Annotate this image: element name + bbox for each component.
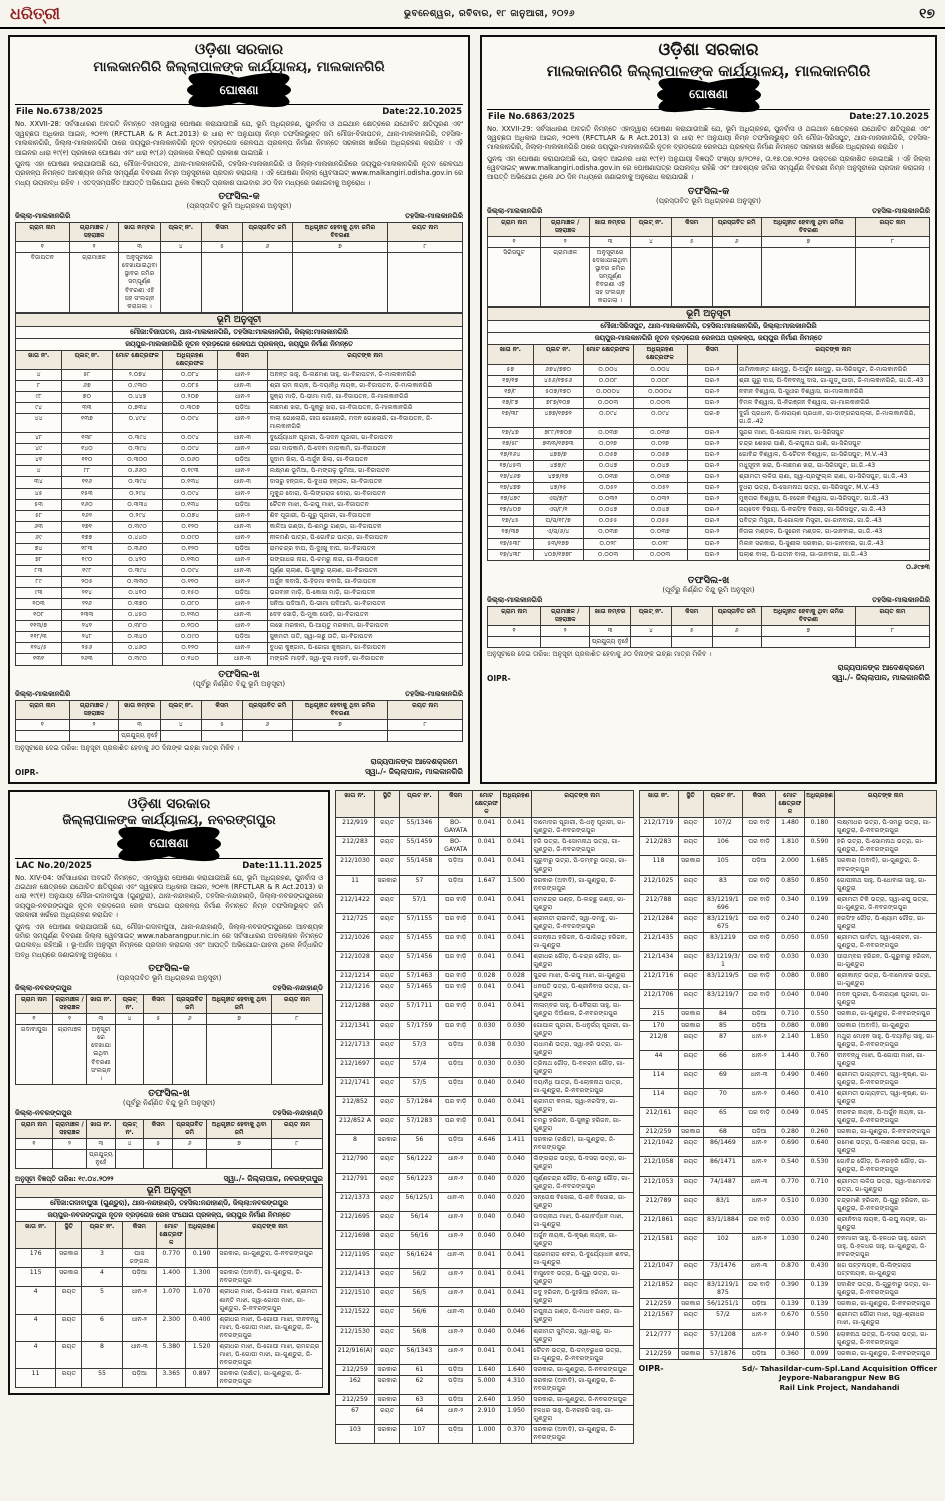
table-row: 212/1025 ରୟତ 83 ଘର ବାଡ଼ି 0.850 0.850 ଗୋପୀନାଥ ସାହୁ, ପି-ଧୋବାଇ ସାହୁ, ଗା-ଗୁଣ୍ଡୁରା: [639, 875, 937, 894]
district-tehsil-line: ଜିଲ୍ଲା-ମାଲକାନଗିରି ତହସିଲ-ମାଲକାନଗିରି: [487, 595, 930, 604]
land-schedule-title: ଭୂମି ଅନୁସୂଚୀ: [487, 307, 930, 320]
masthead-dateline: ଭୁବନେଶ୍ୱର, ରବିବାର, ୧୮ ଜାନୁଆରୀ, ୨୦୨୬: [404, 9, 576, 19]
schedule-b-title: ତଫସିଲ-ଖ: [687, 574, 730, 586]
table-row: 114 ରୟତ 69 ଧାନ-୩ 0.490 0.460 ଶ୍ରୀମତୀ ଭାଗ୍ୟବତୀ, ସ୍ୱା-କୃଷ୍ଣ, ଗା-ଗୁଣ୍ଡୁରା, ଜି-ନବରଙ୍ଗପୁର: [639, 1069, 937, 1088]
table-row: ୧୭/୩୮ ୪୭୭/୧୭୭୨ ୦.୦୯୪ ୦.୦୯୪ ଘର-୭ ଦୁର୍ଗା ପ୍ରଧାନ, ପି-ନାରାୟଣ ପ୍ରଧାନ, ଗା-ଡାଙ୍ଗରପଲ୍ଲୀ, ଜି-ମାଲକାନଗିରି, ଗା.ଜି.-42: [488, 408, 930, 427]
mouza-line: ମୌଜା:ବିଜାପତନ, ଥାନା-ମାଲକାନଗିରି, ତହସିଲ:ମାଲକାନଗିରି, ଜିଲ୍ଲା:ମାଲକାନଗିରି: [15, 326, 463, 338]
table-row: ୧୩୧ ୨୬୩ ୦.୩୯୦ ୦.୧୪୦ ଧାନ-୩ ମଙ୍ଗଳି ମାଡ଼ବି, ସ୍ୱା-ଦୁଲା ମାଡ଼ବି, ଗା-ବିଜାପତନ: [16, 654, 463, 665]
top-notices-row: [0, 29, 945, 788]
table-row: 212/1058 ରୟତ 86/1471 ଧାନ-୨ 0.540 0.530 ଗୋବିନ୍ଦ ଗୌଡ଼, ପି-ନରହରି ଗୌଡ଼, ଗା-ଗୁଣ୍ଡୁରା, ଜି-ନବରଙ୍ଗପୁର: [639, 1157, 937, 1176]
table-row: 212/283 ରୟତ 55/1459 BO-GAYATA 0.041 0.041 ହରି ଭତ୍ରା, ପି-ସୋମନାଥ ଭତ୍ରା, ଗା-ଗୁଣ୍ଡୁରା, ଜି-ନବରଙ୍ଗପୁର: [336, 837, 634, 856]
table-row: ୧ ୨ ୩ ୪ ୫ ୬ ୭ ୮: [16, 1138, 323, 1149]
schedule-b-table: [15, 1119, 323, 1169]
table-row: ୩୪ ୧୧୬ ୦.୩୯୪ ୦.୧୩୪ ଧାନ-୩ ଦାସରୁ ହନ୍ତାଳ, ପି-ବୁଧରା ହନ୍ତାଳ, ଗା-ବିଜାପତନ: [16, 477, 463, 488]
table-row: 212/1026 ରୟତ 57/1455 ଘର ବାଡ଼ି 0.041 0.041 ଜଗନ୍ନାଥ ହରିଜନ, ପି-ଭାଗିରଥି ହରିଜନ, ଗା-ଗୁଣ୍ଡୁରା: [336, 932, 634, 951]
table-row: 212/259 ସରକାର 63 ପଡ଼ିଆ 2.640 1.950 ସରକାର, ଗା-ଗୁଣ୍ଡୁରା, ଜି-ନବରଙ୍ଗପୁର: [336, 1394, 634, 1405]
file-number: LAC No.20/2025: [16, 860, 92, 871]
table-row: 212/1030 ରୟତ 55/1458 ପଡ଼ିଆ 0.041 0.041 ଗୁରୁବାରୁ ଭତ୍ରା, ପି-ଡମ୍ବରୁ ଭତ୍ରା, ଗା-ଗୁଣ୍ଡୁରା: [336, 856, 634, 875]
table-row: ୫୭ ୬୭୪/୭୭୦ ୦.୦୦୪ ୦.୦୦୪ ଘର-୨ ଜାମିନୀକାନ୍ତ ଖେମୁଡୁ, ପି-ଅର୍ଜୁନ ଖେମୁଡୁ, ଗା-ସିରିସପୁଟ, ଜି-ମାଲକାନଗିରି: [488, 364, 930, 375]
table-row: 212/1522 ରୟତ 56/6 ଧାନ-୩ 0.040 0.040 ରଘୁନାଥ ଗଣ୍ଡ, ପି-ମାଧବ ଗଣ୍ଡ, ଗା-ଗୁଣ୍ଡୁରା: [336, 1307, 634, 1326]
table-row: 215 ସରକାର 84 ପଡ଼ିଆ 0.710 0.550 ସରକାର, ଗା-ଗୁଣ୍ଡୁରା, ଜି-ନବରଙ୍ଗପୁର: [639, 1009, 937, 1020]
land-schedule-table: [15, 1221, 323, 1388]
table-header-row: ଗ୍ରାମ ନାମ ଗ୍ରାମାଞ୍ଚଳ / ସହରାଞ୍ଚଳ ଖାତା ନମ୍ବର ପ୍ଲଟ୍ ନଂ. କିସମ ପ୍ରସ୍ତାବିତ ଜମି ଅଧିଗୃହୀତ ହେବାକୁ ଥିବା ଜମିର ବିବରଣୀ ରୟତ ନାମ: [16, 700, 463, 719]
table-row: 212/1288 ରୟତ 57/1711 ଘର ବାଡ଼ି 0.041 0.041 ନୀଳାମ୍ବର ସାହୁ, ପି-ବୈରାଗୀ ସାହୁ, ଗା-ଗୁଣ୍ଡୁରା ଦିଅଁଶାଳା, ଜି-ନବରଙ୍ଗପୁର: [336, 1001, 634, 1020]
table-row: ୧୭/୪୬୭ ୪୭୭/୧୭ ୦.୦୩୭ ୦.୦୩୭ ଘର-୨ ଶ୍ରୀମତୀ ଲଳିତା ରାଣା, ସ୍ୱା-ପ୍ରଫୁଲ୍ଲ ରାଣା, ଗା-ସିରିସପୁଟ, ଗା.ଜି.-43: [488, 472, 930, 483]
total-line: ୦.୬୯୭୩: [906, 562, 930, 571]
table-row: ୧୭/୪୭ ୭୮୮/୧୭୦୭ ୦.୦୩୭ ୦.୦୩୭ ଘର-୨ ସୁନ୍ଦର ମାଝୀ, ପି-ଗୋପାଳ ମାଝୀ, ଗା-ସିରିସପୁଟ: [488, 427, 930, 438]
bottom-notice-row: [0, 788, 945, 1450]
table-row: 4 ରୟତ 5 ଧାନ-୨ 1.070 1.070 ଶ୍ରୀଧର ମାଝୀ, ପି-ଗୋପୀ ମାଝୀ, ଶ୍ରୀମତୀ ଶାନ୍ତି ମାଝୀ, ସ୍ୱା-ଗୋପୀ ମାଝୀ, ଗା-ଗୁଣ୍ଡୁରା, ଜି-ନବରଙ୍ଗପୁର: [16, 1287, 323, 1314]
table-header-row: ଗ୍ରାମ ନାମ ଗ୍ରାମାଞ୍ଚଳ / ସହରାଞ୍ଚଳ ଖାତା ନମ୍ବର ପ୍ଲଟ୍ ନଂ. କିସମ ପ୍ରସ୍ତାବିତ ଜମି ଅଧିଗୃହୀତ ହେବାକୁ ଥିବା ଜମିର ବିବରଣୀ ରୟତ ନାମ: [488, 606, 930, 625]
table-row: 11 ସରକାର 57 ପଡ଼ିଆ 1.647 1.500 ସରକାର (ଅବାଦି), ଗା-ଗୁଣ୍ଡୁରା, ଜି-ନବରଙ୍ଗପୁର: [336, 875, 634, 894]
schedule-a-table: [15, 222, 463, 313]
table-row: 11 ରୟତ 55 ପଡ଼ିଆ 3.365 0.897 ସରକାର (ରକ୍ଷିତ), ଗା-ଗୁଣ୍ଡୁରା, ଜି-ନବରଙ୍ଗପୁର: [16, 1369, 323, 1388]
table-row: 212/1284 ରୟତ 83/1219/1675 ଘର ବାଡ଼ି 0.240 0.240 ନରସିଂହ ଗୌଡ଼, ପି-ଶ୍ୟାମ ଗୌଡ଼, ଗା-ଗୁଣ୍ଡୁରା: [639, 913, 937, 932]
footer-signature: Sd/- Tahasildar-cum-Spl.Land Acquisition Officer Jeypore-Nabarangpur New BG Rail Link Project, Nandahandi: [741, 1363, 937, 1393]
schedule-a-subtitle: (ପ୍ରସ୍ତାବିତ ଭୂମି ଅଧିଗ୍ରହଣ ଅନୁସୂଚୀ): [655, 196, 762, 205]
table-row: ୧୧୩/୭ ୨୪୧ ୦.୩୮୦ ୦.୧୦୦ ଧାନ-୨ ଲଖେ ମରକାମ, ପି-ଆୟତୁ ମରକାମ, ଗା-ବିଜାପତନ: [16, 621, 463, 632]
table-row: 8 ସରକାର 56 ପଡ଼ିଆ 4.646 1.411 ସରକାର (ରକ୍ଷିତ), ଗା-ଗୁଣ୍ଡୁରା, ଜି-ନବରଙ୍ଗପୁର: [336, 1135, 634, 1154]
table-row: 212/1716 ରୟତ 83/1219/5 ଘର ବାଡ଼ି 0.080 0.080 ଶ୍ରୀକାନ୍ତ ଭତ୍ରା, ପି-ଦାମୋଦର ଭତ୍ରା, ଗା-ଗୁଣ୍ଡୁରା: [639, 971, 937, 990]
table-row: 212/1510 ରୟତ 56/5 ଧାନ-୨ 0.041 0.041 ଜଦୁ ହରିଜନ, ପି-ଦୁଃଖିଆ ହରିଜନ, ଗା-ଗୁଣ୍ଡୁରା: [336, 1288, 634, 1307]
schedule-b-title: ତଫସିଲ-ଖ: [218, 668, 260, 680]
table-row: ୭୪ ୧୮୩ ୦.୩୬୦ ୦.୧୨୦ ପଡ଼ିଆ ରାମଚନ୍ଦ୍ର ବାଘ, ପି-ଦୁଃଖୁ ବାଘ, ଗା-ବିଜାପତନ: [16, 543, 463, 554]
table-row: 212/1216 ରୟତ 57/1465 ଘର ବାଡ଼ି 0.041 0.041 ଧନପତି ଭତ୍ରା, ପି-ଶ୍ରୀନିବାସ ଭତ୍ରା, ଗା-ଗୁଣ୍ଡୁରା: [336, 982, 634, 1001]
oipr-label: OIPR-: [487, 674, 511, 684]
table-row: 176 ସରକାର 3 ଘାସ ଜଙ୍ଗଲ 0.770 0.190 ସରକାର, ଗା-ଗୁଣ୍ଡୁରା, ଜି-ନବରଙ୍ଗପୁର: [16, 1249, 323, 1268]
office-title: ଜିଲ୍ଲାପାଳଙ୍କ କାର୍ଯ୍ୟାଳୟ, ନବରଙ୍ଗପୁର: [62, 813, 276, 829]
district-tehsil-line: ଜିଲ୍ଲା-ନବରଙ୍ଗପୁର ତହସିଲ-ନନ୍ଦାହାଣ୍ଡି: [15, 1108, 323, 1117]
signature-row: [15, 1173, 323, 1184]
table-header-row: ଗ୍ରାମ ନାମ ଗ୍ରାମାଞ୍ଚଳ / ସହରାଞ୍ଚଳ ଖାତା ନଂ. ପ୍ଲଟ୍ ନଂ. କିସମ ପ୍ରସ୍ତାବିତ ଜମି ଅଧିଗୃହୀତ ହେବାକୁ ଥିବା ଜମି ରୟତ ନାମ: [16, 1119, 323, 1138]
schedule-continuation-right: [639, 790, 938, 1393]
table-row: ୪୮ ୧୩୮ ୦.୩୯୪ ୦.୦୯୪ ଧାନ-୩ ଦୁର୍ଯ୍ୟୋଧନ ପୂଜାରୀ, ପି-ସଦନ ପୂଜାରୀ, ଗା-ବିଜାପତନ: [16, 433, 463, 444]
file-number: File No.6738/2025: [16, 107, 103, 118]
table-row: ୮୩ ୧୯୮ ୦.୩୯୪ ୦.୦୯୪ ଧାନ-୩ ପୂର୍ଣ୍ଣ ଚାଲାଣ, ପି-ସୁକରୁ ଚାଲାଣ, ଗା-ବିଜାପତନ: [16, 565, 463, 576]
schedule-b-table: [15, 700, 463, 742]
schedule-b-table: [487, 606, 930, 648]
note-line: ଅନୁସୂଚୀରେ ଦେଇ ତାରିଖ: ଅନୁସୂଚୀ ପ୍ରକାଶିତ ହେବାକୁ ୬୦ ଦିନାଙ୍କ ଇଚ୍ଛା ମାତ୍ର ମିଳିବ ।: [15, 743, 240, 752]
table-row: 212/259 ସରକାର 56/1251/1 ପଡ଼ିଆ 0.139 0.139 ସରକାର, ଗା-ଗୁଣ୍ଡୁରା, ଜି-ନବରଙ୍ଗପୁର: [639, 1299, 937, 1310]
govt-title: ଓଡ଼ିଶା ସରକାର: [658, 40, 759, 60]
district-tehsil-line: ଜିଲ୍ଲା-ମାଲକାନଗିରି ତହସିଲ-ମାଲକାନଗିରି: [15, 689, 463, 698]
table-row: 212/852 A ରୟତ 57/1283 ଘର ବାଡ଼ି 0.041 0.041 ଚମରୁ ହରିଜନ, ପି-ସୁକରୁ ହରିଜନ, ଗା-ଗୁଣ୍ଡୁରା: [336, 1116, 634, 1135]
table-row: 4 ରୟତ 6 ଧାନ-୨ 2.300 0.400 ଶ୍ରୀଧର ମାଝୀ, ପି-ଗୋପୀ ମାଝୀ, ଦୀନବନ୍ଧୁ ମାଝୀ, ପି-ଗୋପୀ ମାଝୀ, ଗା-ଗୁଣ୍ଡୁରା, ଜି-ନବରଙ୍ଗପୁର: [16, 1314, 323, 1341]
land-schedule-table: [15, 350, 463, 666]
table-row: ୧୭/୫୮ ୭୩୩/୧୭୭୩ ୦.୦୨୭ ୦.୦୨୭ ଘର-୨ ଚନ୍ଦ୍ର ଶେଖର ପାଣି, ପି-ରଘୁନାଥ ପାଣି, ଗା-ସିରିସପୁଟ: [488, 438, 930, 449]
declaration-badge: ଘୋଷଣା: [117, 832, 221, 856]
table-row: 212/259 ସରକାର 68 ପଡ଼ିଆ 0.280 0.260 ସରକାର, ଗା-ଗୁଣ୍ଡୁରା, ଜି-ନବରଙ୍ଗପୁର: [639, 1127, 937, 1138]
signature-block: ରାଜ୍ୟପାଳଙ୍କ ଆଦେଶକ୍ରମେ ସ୍ୱା./- ଜିଲ୍ଲାପାଳ, ମାଲକାନଗିରି: [832, 662, 930, 683]
table-row: 212/1697 ରୟତ 57/4 ପଡ଼ିଆ 0.030 0.030 ତ୍ରିନାଥ ଗୌଡ଼, ପି-ବଳରାମ ଗୌଡ଼, ଗା-ଗୁଣ୍ଡୁରା: [336, 1058, 634, 1077]
table-header-row: ଗ୍ରାମ ନାମ ଗ୍ରାମାଞ୍ଚଳ / ସହରାଞ୍ଚଳ ଖାତା ନମ୍ବର ପ୍ଲଟ୍ ନଂ. କିସମ ପ୍ରସ୍ତାବିତ ଜମି ଅଧିଗୃହୀତ ହେବାକୁ ଥିବା ଜମିର ବିବରଣୀ ରୟତ ନାମ: [488, 217, 930, 236]
table-row: 212/789 ରୟତ 83/1 ଧାନ-୨ 0.510 0.030 ଚନ୍ଦ୍ରମଣି ହରିଜନ, ପି-ଗୁରୁ ହରିଜନ, ଗା-ଗୁଣ୍ଡୁରା, ଜି-ନବରଙ୍ଗପୁର: [639, 1195, 937, 1214]
file-number: File No.6863/2025: [488, 111, 575, 122]
mouza-line: ମୌଜା:ଗଦାବାଘୁସା (ଗୁଣ୍ଡୁରା), ଥାନା-ନନ୍ଦାହାଣ୍ଡି, ତହସିଲ:ନନ୍ଦାହାଣ୍ଡି, ଜିଲ୍ଲା:ନବରଙ୍ଗପୁର: [15, 1197, 323, 1209]
schedule-a-table: [487, 217, 930, 308]
table-row: 212/852 ରୟତ 57/1284 ଘର ବାଡ଼ି 0.040 0.041 ଶ୍ରୀମତୀ କମଳା, ସ୍ୱା-ନରସିଂହ, ଗା-ଗୁଣ୍ଡୁରା: [336, 1097, 634, 1116]
table-row: ୧ ୨ ୩ ୪ ୫ ୬ ୭ ୮: [16, 242, 463, 253]
table-row: ୧୨୪/୫ ୨୫୬ ୦.୪୬୦ ୦.୧୨୦ ଧାନ-୨ ବୁଧରା କୁଞ୍ଜାମ, ପି-ଜୋଗା କୁଞ୍ଜାମ, ଗା-ବିଜାପତନ: [16, 643, 463, 654]
table-row: ୪୪ ୧୩୭ ୦.୪୯୪ ୦.୦୯୪ ଧାନ-୨ ବାଲା ଗୋଲୋରି, ଗୀତା ଗୋଲୋରି, ମଦନ ଗୋଲୋରି, ଗା-ବିଜାପତନ, ଜି-ମାଲକାନଗିରି: [16, 414, 463, 433]
table-row: ୧୦୩ ୨୨୬ ୦.୩୭୦ ୦.୦୮୦ ଧାନ-୨ ସନିଆ ପଦିଆମି, ପି-ଭୀମା ପଦିଆମି, ଗା-ବିଜାପତନ: [16, 599, 463, 610]
table-row: ୮୯ ୨୦୫ ୦.୩୩୦ ୦.୧୧୦ ଧାନ-୨ ଅର୍ଜୁନ କବାସି, ପି-ହିଡ଼ମା କବାସି, ଗା-ବିଜାପତନ: [16, 577, 463, 588]
page-footer: [639, 1364, 938, 1393]
table-row: ୧୭/୪୭୯ ଏସ/୭/୮ ୦.୦୩୨ ୦.୦୩୨ ଘର-୨ ମୁକ୍ତାର ବିଶ୍ୱାସ, ପି-ହରେନ ବିଶ୍ୱାସ, ଗା-ସିରିସପୁଟ, ଗା.ଜି.-43: [488, 494, 930, 505]
table-row: ପ୍ରଯୁଜ୍ୟ ନୁହେଁ: [16, 1149, 323, 1168]
table-row: ୧୭/୫୩୮ ୫୩/୧୭୭ ୦.୦୨୮ ୦.୦୨୮ ଘର-୨ ମିଲନ ସରକାର, ପି-ସୁଶୀଲ ସରକାର, ଗା-ଜାନବାଇ, ଗା.ଜି.-43: [488, 538, 930, 549]
table-row: 118 ସରକାର 105 ପଡ଼ିଆ 2.000 1.685 ସରକାର (ଅବାଦି), ଗା-ଗୁଣ୍ଡୁରା, ଜି-ନବରଙ୍ଗପୁର: [639, 856, 937, 875]
schedule-continuation-middle: [335, 790, 634, 1444]
notice-paragraph: No. XXVII-28: ସର୍ବସାଧାରଣ ଅବଗତି ନିମନ୍ତେ ଏହାଦ୍ୱାରା ଘୋଷଣା କରାଯାଉଅଛି ଯେ, ଭୂମି ଅଧିଗ୍ରହଣ, ପୁନର୍ବାସ ଓ ଥଇଥାନ କ୍ଷେତ୍ରରେ ଯଥୋଚିତ କ୍ଷତିପୂରଣ ଏବଂ ସ୍ୱଚ୍ଛତା ଅଧିକାର ଆଇନ, ୨୦୧୩ (RFCTLAR & R Act.2013) ର ଧାରା ୧୯ ଅନୁଯାୟୀ ନିମ୍ନ ତଫସିଲଭୁକ୍ତ ଜମି ମୌଜା-ବିଜାପତନ, ଥାନା-ମାଲକାନଗିରି, ତହସିଲ-ମାଲକାନଗିରି, ଜିଲ୍ଲା-ମାଲକାନଗିରି ଠାରେ ଜୟପୁର-ମାଲକାନଗିରି ନୂତନ ବ୍ରଡ଼ଗେଜ ରେଳପଥ ପ୍ରକଳ୍ପ ନିର୍ମାଣ ନିମନ୍ତେ ସରକାରୀ ଖର୍ଚ୍ଚରେ ଅଧିଗ୍ରହଣ କରାଯିବ । ଏହି ଆଇନର ଧାରା ୧୯(୧) ପ୍ରକାରେ ଘୋଷଣା ଏବଂ ଧାରା ୧୯(୬) ପ୍ରକାରେ ବିଜ୍ଞପ୍ତି ପ୍ରକାଶ ପାଇଅଛି ।: [15, 120, 463, 157]
table-row: ୧୭/୧୬୪ ୪୭୭/୭ ୦.୦୫୭ ୦.୦୫୭ ଘର-୨ ଗୋବିନ୍ଦ ବିଶ୍ୱାଳ, ପି-ଚୈତନ ବିଶ୍ୱାଳ, ଗା-ସିରିସପୁଟ, M.V.-43: [488, 450, 930, 461]
table-row: 212/1214 ରୟତ 57/1463 ଘର ବାଡ଼ି 0.028 0.028 ସୁନ୍ଦର ମାଝୀ, ପି-ରଘୁ ମାଝୀ, ଗା-ଗୁଣ୍ଡୁରା: [336, 971, 634, 982]
table-row: 212/1713 ରୟତ 57/3 ପଡ଼ିଆ 0.038 0.030 ରାଧାମଣି ଭତ୍ରା, ସ୍ୱା-ହରି ଭତ୍ରା, ଗା-ଗୁଣ୍ଡୁରା: [336, 1039, 634, 1058]
land-schedule-table: [335, 790, 634, 1444]
schedule-b-subtitle: (ପୂର୍ବରୁ ନିର୍ଣ୍ଣିତ ବିନ୍ଦୁ ଭୂମି ଅନୁସୂଚୀ): [662, 585, 755, 594]
project-line: ଜୟପୁର-ନବରଙ୍ଗପୁର ନୂତନ ବ୍ରଡ଼ଗେଜ ରେଳ ସଂଯୋଗ ପ୍ରକଳ୍ପ, ଜୟପୁର ନିର୍ମାଣ ନିମନ୍ତେ: [15, 1209, 323, 1221]
notice-malkangiri-1: [8, 35, 470, 784]
table-row: 212/1435 ରୟତ 83/1219 ଘର ବାଡ଼ି 0.050 0.050 ଶ୍ରୀମତୀ ପାର୍ବତୀ, ସ୍ୱା-ଲୋଚନ, ଗା-ଗୁଣ୍ଡୁରା, ଜି-ନବରଙ୍ଗପୁର: [639, 932, 937, 951]
table-row: 212/259 ସରକାର 57/1876 ପଡ଼ିଆ 0.360 0.099 ସରକାର, ଗା-ଗୁଣ୍ଡୁରା, ଜି-ନବରଙ୍ଗପୁର: [639, 1348, 937, 1359]
table-row: ୯୮ ୭୦ ୦.୪୪୭ ୦.୨୦୭ ଧାନ-୨ ସୁକ୍ରା ମାଡ଼ି, ପି-ଭୀମା ମାଡ଼ି, ଗା-ବିଜାପତନ, ଜି-ମାଲକାନଗିରି: [16, 391, 463, 402]
table-row: 212/1581 ରୟତ 102 ଧାନ-୨ 1.030 0.240 ବନମାଳୀ ସାହୁ, ପି-ହଳଧର ସାହୁ, ଗୋଟୀ ସାହୁ, ପି-ହଳଧର ସାହୁ, ଗା-ଗୁଣ୍ଡୁରା, ଜି-ନବରଙ୍ଗପୁର: [639, 1233, 937, 1260]
table-row: ୧୭/୮ ୫୦୭/୧୭୦ ୦.୦୦୦୪ ୦.୦୦୦୪ ଘର-୨ ନବୀନ ବିଶ୍ୱାସ, ପି-ସୁଧୀର ବିଶ୍ୱାସ, ଗା-ମାଲକାନଗିରି: [488, 386, 930, 397]
table-row: 162 ସରକାର 62 ପଡ଼ିଆ 5.000 4.310 ସରକାର (ଅବାଦି), ଗା-ଗୁଣ୍ଡୁରା, ଜି-ନବରଙ୍ଗପୁର: [336, 1375, 634, 1394]
govt-title: ଓଡ଼ିଶା ସରକାର: [194, 40, 284, 58]
table-row: 114 ରୟତ 70 ଧାନ-୨ 0.460 0.410 ଶ୍ରୀମତୀ ଭାଗ୍ୟବତୀ, ସ୍ୱା-କୃଷ୍ଣ, ଗା-ଗୁଣ୍ଡୁରା: [639, 1088, 937, 1107]
table-row: 212/1719 ରୟତ 107/2 ଘର ବାଡ଼ି 1.480 0.180 ଲକ୍ଷ୍ମୀଧର ଭତ୍ରା, ପି-ସମରୁ ଭତ୍ରା, ଗା-ଗୁଣ୍ଡୁରା, ଜି-ନବରଙ୍ଗପୁର: [639, 818, 937, 837]
district-tehsil-line: ଜିଲ୍ଲା-ନବରଙ୍ଗପୁର ତହସିଲ-ନନ୍ଦାହାଣ୍ଡି: [15, 984, 323, 993]
table-row: 212/1047 ରୟତ 73/1476 ଧାନ-୩ 0.870 0.430 ଖଗ ପଟ୍ଟନାୟକ, ପି-ଲିଙ୍ଗରାଜ ପଟ୍ଟନାୟକ, ଗା-ଗୁଣ୍ଡୁରା: [639, 1261, 937, 1280]
table-row: 212/1695 ରୟତ 56/14 ଧାନ-୨ 0.040 0.040 ଉଦୟନାଥ ମାଝୀ, ପି-ଗୋବର୍ଦ୍ଧନ ମାଝୀ, ଗା-ଗୁଣ୍ଡୁରା: [336, 1211, 634, 1230]
table-row: ୪୯ ୧୪୦ ୦.୩୯୪ ୦.୦୯୪ ଧାନ-୨ ଜଗା ମାଡ଼କାମି, ପି-ଦେବା ମାଡ଼କାମି, ଗା-ବିଜାପତନ: [16, 444, 463, 455]
table-row: ୯୪ ୩୩ ୦.୭୩୪ ୦.୩୦୭ ପଡ଼ିଆ ଲଛମଣ ଖରା, ପି-ସୁକ୍ରୁ ଖରା, ଗା-ବିଜାପତନ, ଜି-ମାଲକାନଗିରି: [16, 403, 463, 414]
table-row: ୧୭/୩୭ ଏ/ସ/୬/୪ ୦.୦୩୭ ୦.୦୩୭ ଘର-୨ ନିତାଇ ମଣ୍ଡଳ, ପି-ସୁରେନ ମଣ୍ଡଳ, ଗା-ଜାନବାଇ, ଗା.ଜି.-43: [488, 527, 930, 538]
oipr-label: OIPR-: [638, 1363, 664, 1373]
table-row: ୮ ୬୭ ୦.୯୩୦ ୦.୦୮୫ ଧାନ-୩ ଶ୍ରୀ ରାମ ନାୟକ, ପି-ଦୟାନିଧି ନାୟକ, ଗା-ବିଜାପତନ, ଜି-ମାଲକାନଗିରି: [16, 380, 463, 391]
masthead: [0, 0, 945, 29]
table-header-row: ଗ୍ରାମ ନାମ ଗ୍ରାମାଞ୍ଚଳ / ସହରାଞ୍ଚଳ ଖାତା ନଂ. ପ୍ଲଟ୍ ନଂ. କିସମ ପ୍ରସ୍ତାବିତ ଜମି ଅଧିଗୃହୀତ ହେବାକୁ ଥିବା ଜମି ରୟତ ନାମ: [16, 995, 323, 1014]
oipr-label: OIPR-: [15, 768, 39, 777]
table-row: 212/1741 ରୟତ 57/5 ପଡ଼ିଆ 0.040 0.040 ଦୟାନିଧି ପାତ୍ର, ପି-ଲୋକନାଥ ପାତ୍ର, ଗା-ଗୁଣ୍ଡୁରା, ଜି-ନବରଙ୍ଗପୁର: [336, 1077, 634, 1096]
notice-paragraph: ପୁନଶ୍ଚ ଏହା ଘୋଷଣା କରାଯାଉଅଛି ଯେ, ଉକ୍ତ ଆଇନର ଧାରା ୧୯(୧) ଅନୁଯାୟୀ ବିଜ୍ଞପ୍ତି ସଂଖ୍ୟା ୭/୨୦୨୫, ତା.୧୭.୦୭.୨୦୨୫ ଉକ୍ତରେ ପ୍ରକାଶିତ ହୋଇଅଛି । ଏହି ଜିଲ୍ଲା ୱେବସାଇଟ୍ www.malkangiri.odisha.gov.in ରେ ଘୋଷଣାପତ୍ର ଉପଲବ୍ଧ ରହିଛି ଏବଂ ଆବଶ୍ୟକ ଜମିର ସମ୍ପୂର୍ଣ୍ଣ ବିବରଣୀ ନିମ୍ନ ଅନୁସୂଚୀରେ ପ୍ରଦାନ କରାଗଲା । ଆପତ୍ତି ଅଭିଯୋଗ ଥିଲେ ୬୦ ଦିନ ମଧ୍ୟରେ ଜଣାଇବାକୁ ଅନୁରୋଧ କରାଯାଉଛି ।: [487, 154, 930, 182]
table-row: 212/1530 ରୟତ 56/8 ଧାନ-୨ 0.040 0.046 ଶ୍ରୀମତୀ ସୁମିତ୍ରା, ସ୍ୱା-ରାଜୁ, ଗା-ଗୁଣ୍ଡୁରା: [336, 1326, 634, 1345]
table-row: 212/161 ରୟତ 65 ଘର ବାଡ଼ି 0.049 0.045 ବୀରବର ନାୟକ, ପି-ଅର୍ଜୁନ ନାୟକ, ଗା-ଗୁଣ୍ଡୁରା, ଜି-ନବରଙ୍ଗପୁର: [639, 1108, 937, 1127]
table-row: ୯୩ ୨୧୪ ୦.୪୧୦ ୦.୧୫୦ ପଡ଼ିଆ ଭଗବାନ ମାଡ଼ି, ପି-କୋସା ମାଡ଼ି, ଗା-ବିଜାପତନ: [16, 588, 463, 599]
govt-title: ଓଡ଼ିଶା ସରକାର: [127, 796, 211, 812]
table-row: 212/1852 ରୟତ 83/1219/1875 ଘର ବାଡ଼ି 0.390 0.139 ସଦାଶିବ ଭତ୍ରା, ପି-ଗୁରୁବାରୁ ଭତ୍ରା, ଗା-ଗୁଣ୍ଡୁରା, ଜି-ନବରଙ୍ଗପୁର: [639, 1280, 937, 1299]
notice-nabarangpur: [8, 790, 330, 1395]
table-row: 212/725 ରୟତ 57/1155 ଘର ବାଡ଼ି 0.041 0.041 ଶ୍ରୀମତୀ ରାଇମତି, ସ୍ୱା-ଡମ୍ବୁ, ଗା-ଗୁଣ୍ଡୁରା, ଜି-ନବରଙ୍ଗପୁର: [336, 913, 634, 932]
notice-malkangiri-2: [480, 35, 937, 784]
file-bar: [487, 109, 930, 123]
table-row: 212/1698 ରୟତ 56/16 ଧାନ-୨ 0.040 0.040 ଅର୍ଜୁନ ନାୟକ, ପି-କୃଷ୍ଣ ନାୟକ, ଗା-ଗୁଣ୍ଡୁରା: [336, 1230, 634, 1249]
table-row: ୬୩ ୧୭୧ ୦.୩୯୦ ୦.୧୨୦ ଧାନ-୩ କାଳିଆ ଗଣ୍ଡା, ପି-ଶମ୍ଭୁ ଗଣ୍ଡା, ଗା-ବିଜାପତନ: [16, 521, 463, 532]
schedule-b-title: ତଫସିଲ-ଖ: [148, 1087, 190, 1099]
table-row: ସିରିସପୁଟ ଗ୍ରାମାଞ୍ଚଳ ଅନୁସୂଚୀରେ ଦେଖାଯାଇଥିବା ସ୍ଥାବର ଜମିର ସମ୍ପୂର୍ଣ୍ଣ ବିବରଣୀ ଏହି ସହ ସଂଲଗ୍ନ କରାଗଲା ।: [488, 247, 930, 306]
table-row: 115 ସରକାର 4 ପଡ଼ିଆ 1.400 1.300 ସରକାର (ଅବାଦି), ଗା-ଗୁଣ୍ଡୁରା, ଜି-ନବରଙ୍ଗପୁର: [16, 1268, 323, 1287]
table-row: ଗଦାବାଘୁସା ଗ୍ରାମାଞ୍ଚଳ ଅନୁସୂଚୀରେ ଦେଖାଯାଇଥିବା ବିବରଣୀ ସଂଲଗ୍ନ ।: [16, 1025, 323, 1084]
notice-date: Date:11.11.2025: [242, 860, 322, 871]
table-row: 212/919 ରୟତ 55/1346 BO-GAYATA 0.041 0.041 ଦାମୋଦର ପୂଜାରୀ, ପି-ଧନୁ ପୂଜାରୀ, ଗା-ଗୁଣ୍ଡୁରା, ଜି-ନବରଙ୍ଗପୁର: [336, 818, 634, 837]
table-row: 212/1413 ରୟତ 56/2 ଧାନ-୨ 0.041 0.041 ବାସୁଦେବ ଭତ୍ରା, ପି-ଗୁରୁ ଭତ୍ରା, ଗା-ଗୁଣ୍ଡୁରା: [336, 1269, 634, 1288]
table-row: 212/1422 ରୟତ 57/1 ଘର ବାଡ଼ି 0.041 0.041 ରାମଚନ୍ଦ୍ର ଗଣ୍ଡ, ପି-ଲଚ୍ଛୁ ଗଣ୍ଡ, ଗା-ଗୁଣ୍ଡୁରା: [336, 894, 634, 913]
file-bar: [15, 858, 323, 872]
table-row: ୪୧ ୧୧୦ ୦.୩୦୦ ୦.୦୬୦ ପଡ଼ିଆ ସୁଦାମ ଖିଲା, ପି-ଅର୍ଜୁନ ଖିଲା, ଗା-ବିଜାପତନ: [16, 455, 463, 466]
table-row: 212/1861 ରୟତ 83/1/1884 ଘର ବାଡ଼ି 0.030 0.030 ଶ୍ରୀନିବାସ ନାୟକ, ପି-ରଘୁ ନାୟକ, ଗା-ଗୁଣ୍ଡୁରା: [639, 1214, 937, 1233]
table-row: ୪ ୫୮ ୨.୦୭୪ ୦.୦୮୪ ଧାନ-୨ ଅନନ୍ତ ସାହୁ, ପି-ଲଛମଣ ସାହୁ, ଗା-ବିଜାପତନ, ଜି-ମାଲକାନଗିରି: [16, 369, 463, 380]
table-row: 212/8 ରୟତ 87 ଧାନ-୨ 2.140 1.850 ମଥୁରା ମୋହନ ସାହୁ, ପି-ଦୟାନିଧି ସାହୁ, ଗା-ଗୁଣ୍ଡୁରା, ଜି-ନବରଙ୍ଗପୁର: [639, 1031, 937, 1050]
table-row: 212/1373 ରୟତ 56/125/1 ଧାନ-୩ 0.040 0.020 ସନ୍ତୋଷ ବିସୋଇ, ପି-ରବି ବିସୋଇ, ଗା-ଗୁଣ୍ଡୁରା: [336, 1192, 634, 1211]
district-tehsil-line: ଜିଲ୍ଲା-ମାଲକାନଗିରି ତହସିଲ-ମାଲକାନଗିରି: [487, 206, 930, 215]
table-row: 212/790 ରୟତ 56/1222 ଧାନ-୨ 0.040 0.040 ଲିଙ୍ଗରାଜ ଭତ୍ରା, ପି-ଦସରା ଭତ୍ରା, ଗା-ଗୁଣ୍ଡୁରା: [336, 1154, 634, 1173]
table-row: 212/1042 ରୟତ 86/1469 ଧାନ-୨ 0.690 0.640 ରମେଶ ଭତ୍ରା, ପି-ଲଛମଣ ଭତ୍ରା, ଗା-ଗୁଣ୍ଡୁରା: [639, 1138, 937, 1157]
table-row: ପ୍ରଯୁଜ୍ୟ ନୁହେଁ: [16, 730, 463, 741]
table-row: ବିଜାପତନ ଗ୍ରାମାଞ୍ଚଳ ଅନୁସୂଚୀରେ ଦେଖାଯାଇଥିବା ସ୍ଥାବର ଜମିର ସମ୍ପୂର୍ଣ୍ଣ ବିବରଣୀ ଏହି ସହ ସଂଲଗ୍ନ କରାଗଲା ।: [16, 253, 463, 312]
signature-row: [487, 663, 930, 683]
table-row: ୧୭/୮୭ ୭୮୭/୧୦୭ ୦.୦୦୩ ୦.୦୦୩ ଘର-୨ ବିମଳ ବିଶ୍ୱାସ, ପି-ନିରଞ୍ଜନ ବିଶ୍ୱାସ, ଗା-ମାଲକାନଗିରି: [488, 397, 930, 408]
signature-row: [15, 757, 463, 777]
schedule-a-title: ତଫସିଲ-କ: [218, 191, 260, 203]
table-row: 212/777 ରୟତ 57/1208 ଧାନ-୨ 0.940 0.590 ଲୋକନାଥ ଭତ୍ରା, ପି-ଦସରା ଭତ୍ରା, ଗା-ଗୁଣ୍ଡୁରା, ଜି-ନବରଙ୍ଗପୁର: [639, 1329, 937, 1348]
table-header-row: ଖାତା ନଂ. ସ୍ଥିତି ପ୍ଲଟ ନଂ. କିସମ ମୋଟ କ୍ଷେତ୍ରଫଳ ଅଧିଗ୍ରହଣ ରୟତଙ୍କ ନାମ: [16, 1222, 323, 1249]
project-line: ଜୟପୁର-ମାଲକାନଗିରି ନୂତନ ବ୍ରଡ଼ଗେଜ ରେଳପଥ ପ୍ରକଳ୍ପ, ଜୟପୁର ନିର୍ମାଣ ନିମନ୍ତେ: [15, 338, 463, 350]
table-row: 212/1341 ରୟତ 57/1759 ଘର ବାଡ଼ି 0.030 0.030 ଗୋପାଳ ପୂଜାରୀ, ପି-ଧନୁର୍ଜୟ ପୂଜାରୀ, ଗା-ଗୁଣ୍ଡୁରା: [336, 1020, 634, 1039]
table-row: ୧୭/୪୭୭ ୪୭/୨୫ ୦.୦୫୨ ୦.୦୫୨ ଘର-୨ ବୁଧରା ଭତ୍ରା, ପି-ସୋମନାଥ ଭତ୍ରା, ଗା-ସିରିସପୁଟ, M.V.-43: [488, 483, 930, 494]
page-number: ୧୭: [919, 6, 935, 22]
paper-logo: ଧରିତ୍ରୀ: [10, 4, 60, 23]
table-row: 212/1706 ରୟତ 83/1219/7 ଘର ବାଡ଼ି 0.040 0.040 ମଦନ ପୂଜାରୀ, ପି-ନାରାୟଣ ପୂଜାରୀ, ଗା-ଗୁଣ୍ଡୁରା: [639, 990, 937, 1009]
land-schedule-title: ଭୂମି ଅନୁସୂଚୀ: [15, 1184, 323, 1197]
table-row: 212/1028 ରୟତ 57/1456 ଘର ବାଡ଼ି 0.041 0.041 ଶ୍ରୀଧର ଗୌଡ଼, ପି-ଚନ୍ଦ୍ର ଗୌଡ଼, ଗା-ଗୁଣ୍ଡୁରା: [336, 952, 634, 971]
table-row: ୧ ୨ ୩ ୪ ୫ ୬ ୭ ୮: [488, 625, 930, 636]
table-header-row: ଖାତା ନଂ. ସ୍ଥିତି ପ୍ଲଟ ନଂ. କିସମ ମୋଟ କ୍ଷେତ୍ରଫଳ ଅଧିଗ୍ରହଣ ରୟତଙ୍କ ନାମ: [639, 791, 937, 818]
land-schedule-table: [487, 344, 930, 560]
table-row: 44 ରୟତ 66 ଧାନ-୨ 1.440 0.760 ଦୀନବନ୍ଧୁ ମାଝୀ, ପି-ଗୋପୀ ମାଝୀ, ଗା-ଗୁଣ୍ଡୁରା: [639, 1050, 937, 1069]
table-row: ୪ ୮୮ ୦.୬୬୦ ୦.୧୯୩ ଧାନ-୨ ଲକ୍ଷ୍ମଣ ଭୂମିଆ, ପି-ମଙ୍ଗଳୁ ଭୂମିଆ, ଗା-ବିଜାପତନ: [16, 466, 463, 477]
mouza-line: ମୌଜା:ସିରିସପୁଟ, ଥାନା-ମାଲକାନଗିରି, ତହସିଲ:ମାଲକାନଗିରି, ଜିଲ୍ଲା:ମାଲକାନଗିରି: [487, 320, 930, 332]
project-line: ଜୟପୁର-ମାଲକାନଗିରି ନୂତନ ବ୍ରଡ଼ଗେଜ ରେଳପଥ ପ୍ରକଳ୍ପ, ଜୟପୁର ନିର୍ମାଣ ନିମନ୍ତେ: [487, 332, 930, 344]
table-header-row: ଖାତା ନଂ. ପ୍ଲଟ ନଂ. ମୋଟ କ୍ଷେତ୍ରଫଳ ଅଧିଗ୍ରହଣ କ୍ଷେତ୍ରଫଳ କିସମ ରୟତଙ୍କ ନାମ: [488, 345, 930, 364]
table-row: ୧ ୨ ୩ ୪ ୫ ୬ ୭ ୮: [488, 236, 930, 247]
table-row: 67 ରୟତ 64 ଧାନ-୨ 2.910 1.950 ହଳଧର ସାହୁ, ପି-ନରହରି ସାହୁ, ଗା-ଗୁଣ୍ଡୁରା: [336, 1406, 634, 1425]
notice-paragraph: ପୁନଶ୍ଚ ଏହା ଘୋଷଣା କରାଯାଉଅଛି ଯେ, ମୌଜା-ଗଦାବାଘୁସା, ଥାନା-ନନ୍ଦାହାଣ୍ଡି, ଜିଲ୍ଲା-ନବରଙ୍ଗପୁରରେ ଆବଶ୍ୟକ ଜମିର ସମ୍ପୂର୍ଣ୍ଣ ବିବରଣୀ ଜିଲ୍ଲା ୱେବସାଇଟ୍ www.nabarangpur.nic.in ରେ ସର୍ବସାଧାରଣ ଅବଲୋକନ ନିମନ୍ତେ ଉପଲବ୍ଧ ରହିଅଛି । ଭୂ-ଅର୍ଜନ ଅନୁସୂଚୀ ନିମ୍ନରେ ପ୍ରଦାନ କରାଗଲା ଏବଂ ଆପତ୍ତି ଅଭିଯୋଗ-ଯାଚନା ଥିଲେ ନିର୍ଦ୍ଧାରିତ ଅବଧି ମଧ୍ୟରେ ଜଣାଇବାକୁ ଅନୁରୋଧ ।: [15, 922, 323, 959]
schedule-a-subtitle: (ପ୍ରସ୍ତାବିତ ଭୂମି ଅଧିଗ୍ରହଣ ଅନୁସୂଚୀ): [116, 974, 222, 983]
table-row: ୧ ୨ ୩ ୪ ୫ ୬ ୭ ୮: [16, 1014, 323, 1025]
table-header-row: ଗ୍ରାମ ନାମ ଗ୍ରାମାଞ୍ଚଳ / ସହରାଞ୍ଚଳ ଖାତା ନମ୍ବର ପ୍ଲଟ୍ ନଂ. କିସମ ପ୍ରସ୍ତାବିତ ଜମି ଅଧିଗୃହୀତ ହେବାକୁ ଥିବା ଜମିର ବିବରଣୀ ରୟତ ନାମ: [16, 223, 463, 242]
office-title: ମାଲକାନଗିରି ଜିଲ୍ଲାପାଳଙ୍କ କାର୍ଯ୍ୟାଳୟ, ମାଲକାନଗିରି: [93, 59, 385, 76]
table-row: 212/916(A) ରୟତ 56/1343 ଧାନ-୨ 0.041 0.041 ଚୈତନ ଭତ୍ରା, ପି-ଡମ୍ବରୁଧର ଭତ୍ରା, ଗା-ଗୁଣ୍ଡୁରା, ଜି-ନବରଙ୍ଗପୁର: [336, 1345, 634, 1364]
table-row: ୬୯ ୧୭୭ ୦.୪୪୦ ୦.୦୯୦ ଧାନ-୨ ନୀଳମଣି ପାତ୍ର, ପି-ଗୋବିନ୍ଦ ପାତ୍ର, ଗା-ବିଜାପତନ: [16, 532, 463, 543]
office-title: ମାଲକାନଗିରି ଜିଲ୍ଲାପାଳଙ୍କ କାର୍ଯ୍ୟାଳୟ, ମାଲକାନଗିରି: [546, 61, 871, 80]
table-row: 212/788 ରୟତ 83/1219/1696 ଘର ବାଡ଼ି 0.340 0.199 ଶ୍ରୀମତୀ ଟିକି ଭତ୍ରା, ସ୍ୱା-ରଘୁ ଭତ୍ରା, ଗା-ଗୁଣ୍ଡୁରା, ଜି-ନବରଙ୍ଗପୁର: [639, 894, 937, 913]
notice-paragraph: ପୁନଶ୍ଚ ଏହା ଘୋଷଣା କରାଯାଉଅଛି ଯେ, ମୌଜା-ବିଜାପତନ, ଥାନା-ମାଲକାନଗିରି, ତହସିଲ-ମାଲକାନଗିରି ଓ ଜିଲ୍ଲା-ମାଲକାନଗିରିରେ ଜୟପୁର-ମାଲକାନଗିରି ନୂତନ ରେଳପଥ ପ୍ରକଳ୍ପ ନିମନ୍ତେ ଆବଶ୍ୟକ ଜମିର ସମ୍ପୂର୍ଣ୍ଣ ବିବରଣୀ ନିମ୍ନ ଅନୁସୂଚୀରେ ପ୍ରଦାନ କରାଗଲା । ଏହି ଘୋଷଣା ଜିଲ୍ଲା ୱେବସାଇଟ୍ www.malkangiri.odisha.gov.in ରେ ମଧ୍ୟ ଉପଲବ୍ଧ ରହିବ । ଏତଦ୍‌ସମ୍ପର୍କିତ ଆପତ୍ତି ଅଭିଯୋଗ ଥିଲେ ବିଜ୍ଞପ୍ତି ପ୍ରକାଶ ପାଇବାର ୬୦ ଦିନ ମଧ୍ୟରେ ଜଣାଇବାକୁ ଅନୁରୋଧ ।: [15, 159, 463, 187]
land-schedule-title: ଭୂମି ଅନୁସୂଚୀ: [15, 313, 463, 326]
table-row: ୫୩ ୧୬୦ ୦.୩୩୪ ୦.୧୩୪ ପଡ଼ିଆ ଚୈତନ ମାଝୀ, ପି-ରଘୁ ମାଝୀ, ଗା-ବିଜାପତନ: [16, 499, 463, 510]
schedule-a-subtitle: (ପ୍ରସ୍ତାବିତ ଭୂମି ଅଧିଗ୍ରହଣ ଅନୁସୂଚୀ): [186, 202, 292, 211]
notice-date: Date:22.10.2025: [382, 107, 462, 118]
schedule-a-title: ତଫସିଲ-କ: [148, 963, 190, 975]
table-row: ୧୭/୧୭ ୪୫୬/୧୭୫୬ ୦.୦୦୮ ୦.୦୦୮ ଘର-୨ ଶ୍ରୀ ଗୁରୁ ଦାସ, ପି-ଦିନବନ୍ଧୁ ଦାସ, ଗା-ଗୁଡ଼ୁପାଡ଼ା, ଜି-ମାଲକାନଗିରି, ଗା.ଜି.-43: [488, 375, 930, 386]
table-row: 212/283 ରୟତ 106 ଘର ବାଡ଼ି 1.810 0.590 ହରି ଭତ୍ରା, ପି-ସୋମନାଥ ଭତ୍ରା, ଗା-ଗୁଣ୍ଡୁରା, ଜି-ନବରଙ୍ଗପୁର: [639, 837, 937, 856]
table-row: ୧୦୮ ୨୩୩ ୦.୪୫୦ ୦.୧୩୦ ଧାନ-୩ ଦେବ ସୋଡ଼ି, ପି-ମୁକା ସୋଡ଼ି, ଗା-ବିଜାପତନ: [16, 610, 463, 621]
table-row: 212/791 ରୟତ 56/1223 ଧାନ-୨ 0.040 0.020 ପୂର୍ଣ୍ଣଚନ୍ଦ୍ର ଗୌଡ଼, ପି-ଶମ୍ଭୁ ଗୌଡ଼, ଗା-ଗୁଣ୍ଡୁରା, ଜି-ନବରଙ୍ଗପୁର: [336, 1173, 634, 1192]
schedule-a-title: ତଫସିଲ-କ: [687, 185, 730, 197]
schedule-b-subtitle: (ପୂର୍ବରୁ ନିର୍ଣ୍ଣିତ ବିନ୍ଦୁ ଭୂମି ଅନୁସୂଚୀ): [122, 1098, 216, 1107]
table-row: 4 ରୟତ 8 ଧାନ-୩ 5.380 1.520 ଶ୍ରୀଧର ମାଝୀ, ପି-ଗୋପୀ ମାଝୀ, ରାମଚନ୍ଦ୍ର ମାଝୀ, ପି-ଗୋପୀ ମାଝୀ, ଗା-ଗୁଣ୍ଡୁରା, ଜି-ନବରଙ୍ଗପୁର: [16, 1341, 323, 1368]
table-row: 212/1567 ରୟତ 57/2 ଧାନ-୨ 0.670 0.550 ଶ୍ରୀମତୀ ଗୌରୀ ମାଝୀ, ସ୍ୱା-ଶ୍ରୀଧର ମାଝୀ, ଗା-ଗୁଣ୍ଡୁରା: [639, 1310, 937, 1329]
table-row: ୧୭/୪୫୩ ୪୭୭/୯ ୦.୦୪୭ ୦.୦୪୭ ଘର-୨ ମଧୁସୂଦନ ଖରା, ପି-ଲଛମଣ ଖରା, ଗା-ସିରିସପୁଟ, ଗା.ଜି.-43: [488, 461, 930, 472]
land-schedule-table: [639, 790, 938, 1360]
table-row: 103 ସରକାର 107 ପଡ଼ିଆ 1.000 0.370 ସରକାର (ଅବାଦି), ଗା-ଗୁଣ୍ଡୁରା, ଜି-ନବରଙ୍ଗପୁର: [336, 1425, 634, 1444]
table-row: 212/1195 ରୟତ 56/1624 ଧାନ-୩ 0.041 0.041 ପ୍ରେମରାଜ ଶବର, ପି-ଦୁର୍ଯ୍ୟୋଧନ ଶବର, ଗା-ଗୁଣ୍ଡୁରା: [336, 1250, 634, 1269]
declaration-badge: ଘୋଷଣା: [657, 83, 761, 107]
table-row: ୧୭/୪୩୮ ୪୦୭/୧୭୭୮ ୦.୦୦୩ ୦.୦୦୩ ଘର-୨ ପଲାଶ ବାଲା, ପି-ଯତୀନ ବାଲା, ଗା-ଜାନବାଇ, ଗା.ଜି.-43: [488, 549, 930, 560]
table-row: ୪୫ ୧୫୩ ୦.୨୯୪ ୦.୦୯୪ ଧାନ-୨ ମୁକୁନ୍ଦ ଦୋରା, ପି-ଲିଙ୍ଗରାଜ ଦୋରା, ଗା-ବିଜାପତନ: [16, 488, 463, 499]
table-row: ପ୍ରଯୁଜ୍ୟ ନୁହେଁ: [488, 636, 930, 647]
table-row: ୭୮ ୧୯୦ ୦.୪୨୦ ୦.୧୩୦ ଧାନ-୨ ଗଙ୍ଗାଧର ନାଗ, ପି-ଚମରୁ ନାଗ, ଗା-ବିଜାପତନ: [16, 554, 463, 565]
signature-block: ସ୍ୱା./- ଜିଲ୍ଲାପାଳ, ନବରଙ୍ଗପୁର: [223, 1173, 323, 1183]
note-line: ଅନୁସୂଚୀରେ ଦେଇ ତାରିଖ: ଅନୁସୂଚୀ ପ୍ରକାଶିତ ହେବାକୁ ୬୦ ଦିନାଙ୍କ ଇଚ୍ଛା ମାତ୍ର ମିଳିବ ।: [487, 649, 712, 658]
table-row: ୧୭/୪୦୭ ଏସ/୮/୧ ୦.୦୪୭ ୦.୦୪୭ ଘର-୨ ଜୟଦେବ ବିଷୟୀ, ପି-ନରସିଂହ ବିଷୟୀ, ଗା-ସିରିସପୁଟ, ଗା.ଜି.-43: [488, 505, 930, 516]
table-header-row: ଖାତା ନଂ. ସ୍ଥିତି ପ୍ଲଟ ନଂ. କିସମ ମୋଟ କ୍ଷେତ୍ରଫଳ ଅଧିଗ୍ରହଣ ରୟତଙ୍କ ନାମ: [336, 791, 634, 818]
schedule-b-subtitle: (ପୂର୍ବରୁ ନିର୍ଣ୍ଣିତ ବିନ୍ଦୁ ଭୂମି ଅନୁସୂଚୀ): [192, 679, 286, 688]
notice-paragraph: No. XXVII-29: ସର୍ବସାଧାରଣ ଅବଗତି ନିମନ୍ତେ ଏହାଦ୍ୱାରା ଘୋଷଣା କରାଯାଉଅଛି ଯେ, ଭୂମି ଅଧିଗ୍ରହଣ, ପୁନର୍ବାସ ଓ ଥଇଥାନ କ୍ଷେତ୍ରରେ ଯଥୋଚିତ କ୍ଷତିପୂରଣ ଏବଂ ସ୍ୱଚ୍ଛତା ଅଧିକାର ଆଇନ, ୨୦୧୩ (RFCTLAR & R Act.2013) ର ଧାରା ୧୯ ଅନୁଯାୟୀ ନିମ୍ନ ତଫସିଲଭୁକ୍ତ ଜମି ମୌଜା-ସିରିସପୁଟ, ଥାନା-ମାଲକାନଗିରି, ତହସିଲ-ମାଲକାନଗିରି, ଜିଲ୍ଲା-ମାଲକାନଗିରି ଠାରେ ଜୟପୁର-ମାଲକାନଗିରି ନୂତନ ବ୍ରଡ଼ଗେଜ ରେଳପଥ ପ୍ରକଳ୍ପ ନିର୍ମାଣ ନିମନ୍ତେ ସରକାରୀ ଖର୍ଚ୍ଚରେ ଅଧିଗ୍ରହଣ କରାଯିବ ।: [487, 124, 930, 152]
table-row: 212/1053 ରୟତ 74/1487 ଧାନ-୩ 0.770 0.710 ଶ୍ରୀମତୀ ଲଳିତା ଭତ୍ରା, ସ୍ୱା-ଦାମୋଦର ଭତ୍ରା, ଗା-ଗୁଣ୍ଡୁରା: [639, 1176, 937, 1195]
table-header-row: ଖାତା ନଂ. ପ୍ଲଟ୍ ନଂ. ମୋଟ କ୍ଷେତ୍ରଫଳ ଅଧିଗ୍ରହଣ କ୍ଷେତ୍ରଫଳ କିସମ ରୟତଙ୍କ ନାମ: [16, 350, 463, 369]
district-tehsil-line: ଜିଲ୍ଲା-ମାଲକାନଗିରି ତହସିଲ-ମାଲକାନଗିରି: [15, 212, 463, 221]
notice-paragraph: No. XIV-04: ସର୍ବସାଧାରଣ ଅବଗତି ନିମନ୍ତେ, ଏହାଦ୍ୱାରା ଘୋଷଣା କରାଯାଉଅଛି ଯେ, ଭୂମି ଅଧିଗ୍ରହଣ, ପୁନର୍ବାସ ଓ ଥଇଥାନ କ୍ଷେତ୍ରରେ ଯଥୋଚିତ କ୍ଷତିପୂରଣ ଏବଂ ସ୍ୱଚ୍ଛତା ଅଧିକାର ଆଇନ, ୨୦୧୩ (RFCTLAR & R Act.2013) ର ଧାରା ୧୯(୧) ଅନୁଯାୟୀ ମୌଜା-ଗଦାବାଘୁସା (ଗୁଣ୍ଡୁରା), ଥାନା-ନନ୍ଦାହାଣ୍ଡି, ତହସିଲ-ନନ୍ଦାହାଣ୍ଡି, ଜିଲ୍ଲା-ନବରଙ୍ଗପୁରରେ ଜୟପୁର-ନବରଙ୍ଗପୁର ନୂତନ ବ୍ରଡ଼ଗେଜ ରେଳ ସଂଯୋଗ ପ୍ରକଳ୍ପ ନିର୍ମାଣ ନିମନ୍ତେ ନିମ୍ନ ତଫସିଲଭୁକ୍ତ ଜମି ସରକାରୀ ଖର୍ଚ୍ଚରେ ଅଧିଗ୍ରହଣ କରାଯିବ ।: [15, 873, 323, 920]
signature-block: ରାଜ୍ୟପାଳଙ୍କ ଆଦେଶକ୍ରମେ ସ୍ୱା./- ଜିଲ୍ଲାପାଳ, ମାଲକାନଗିରି: [365, 756, 463, 776]
declaration-badge: ଘୋଷଣା: [187, 78, 291, 102]
table-row: 170 ସରକାର 85 ପଡ଼ିଆ 0.080 0.080 ସରକାର (ଅବାଦି), ଗା-ଗୁଣ୍ଡୁରା: [639, 1020, 937, 1031]
file-bar: [15, 104, 463, 118]
notice-date: Date:27.10.2025: [849, 111, 929, 122]
note-line: ଅନୁସୂଚୀ ବିଜ୍ଞପ୍ତି ତାରିଖ: ୧୯.୦୪.୨୦୨୨: [15, 1175, 114, 1183]
table-row: ୧୧୮/୩ ୨୪୮ ୦.୩୪୦ ୦.୦୯୦ ପଡ଼ିଆ ସୁକମତୀ ତାତି, ସ୍ୱା-ଲଛୁ ତାତି, ଗା-ବିଜାପତନ: [16, 632, 463, 643]
table-row: ୫୮ ୧୬୨ ୦.୨୯୪ ୦.୦୭୪ ଧାନ-୨ ଶିବ ପୂଜାରୀ, ପି-ଗୁରୁ ପୂଜାରୀ, ଗା-ବିଜାପତନ: [16, 510, 463, 521]
table-row: ୧୭/୪୫ ଘ/ସ/୧୮/୭ ୦.୦୫୫ ୦.୦୫୫ ଘର-୨ ପବିତ୍ର ମିସ୍ତ୍ରୀ, ପି-ଗୋଲକ ମିସ୍ତ୍ରୀ, ଗା-ଜାନବାଇ, ଗା.ଜି.-43: [488, 516, 930, 527]
table-row: ୧ ୨ ୩ ୪ ୫ ୬ ୭ ୮: [16, 719, 463, 730]
table-row: 212/1434 ରୟତ 83/1219/3/1 ଘର ବାଡ଼ି 0.030 0.030 ପୀତାମ୍ବର ହରିଜନ, ପି-ଗୁରୁବାରୁ ହରିଜନ, ଗା-ଗୁଣ୍ଡୁରା: [639, 952, 937, 971]
schedule-a-table: [15, 994, 323, 1085]
table-row: 212/259 ସରକାର 61 ପଡ଼ିଆ 1.640 1.640 ସରକାର, ଗା-ଗୁଣ୍ଡୁରା, ଜି-ନବରଙ୍ଗପୁର: [336, 1364, 634, 1375]
